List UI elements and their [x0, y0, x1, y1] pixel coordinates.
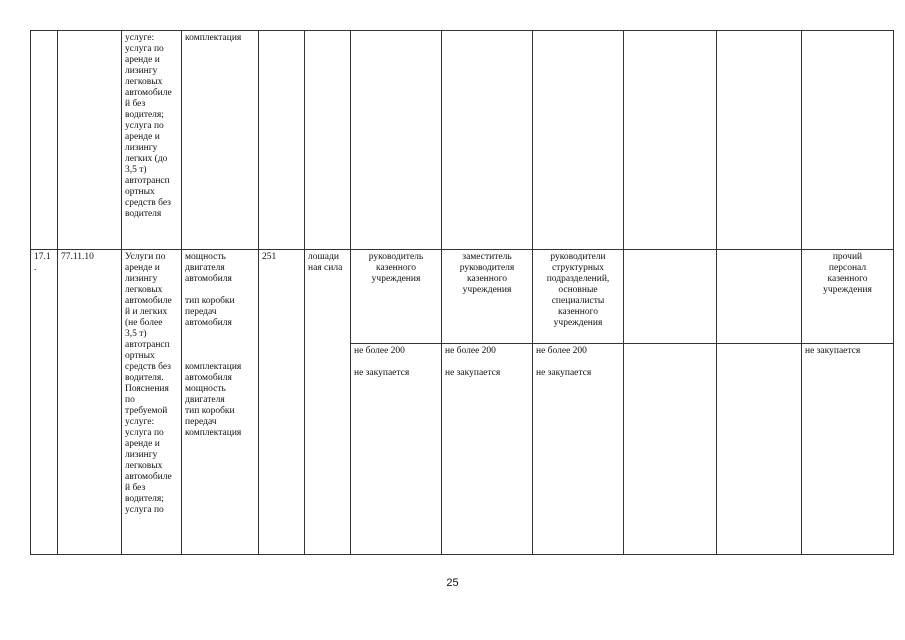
empty-cell [624, 344, 717, 555]
empty-cell [624, 250, 717, 344]
group-header-cell: руководители структурных подразделений, основные специалисты казенного учреждения [533, 250, 624, 344]
status-text: не закупается [805, 346, 861, 356]
value-cell [351, 344, 442, 555]
characteristic-text: тип коробки передач автомобиля [185, 296, 235, 328]
table-row [31, 250, 894, 344]
characteristic-cell [182, 250, 259, 344]
empty-cell [533, 31, 624, 250]
characteristic-text: автомобиля мощность двигателя тип коробки передач комплектация [185, 372, 242, 438]
table-row [31, 31, 894, 250]
row-number-cell [31, 31, 58, 250]
service-name-cell: услуге: услуга по аренде и лизингу легковых автомобиле й без водителя; услуга по аренде и лизингу легких (до 3,5 т) автотрансп ортных средств без водителя [122, 31, 182, 250]
limit-text: не более 200 [536, 346, 587, 356]
limit-text: не более 200 [354, 346, 405, 356]
empty-cell [351, 31, 442, 250]
specification-table [30, 30, 894, 555]
characteristic-cell: комплектация [182, 31, 259, 250]
okpd-code-cell [58, 31, 122, 250]
okei-code-cell: 251 [259, 250, 305, 555]
empty-cell [717, 344, 802, 555]
empty-cell [442, 31, 533, 250]
value-cell [802, 344, 894, 555]
status-text: не закупается [354, 368, 410, 378]
service-name-cell: Услуги по аренде и лизингу легковых автомобиле й и легких (не более 3,5 т) автотрансп ортных средств без водителя. Пояснения по требуемой услуге: услуга по аренде и лизингу легковых автомобиле й без водителя; услуга по [122, 250, 182, 555]
status-text: не закупается [536, 368, 592, 378]
empty-cell [259, 31, 305, 250]
characteristic-text: комплектация [185, 361, 242, 372]
empty-cell [624, 31, 717, 250]
unit-name-cell: лошади ная сила [305, 250, 351, 555]
okpd-code-cell: 77.11.10 [58, 250, 122, 555]
characteristic-text: мощность двигателя автомобиля [185, 252, 232, 284]
characteristic-cell [182, 344, 259, 555]
value-cell [533, 344, 624, 555]
empty-cell [802, 31, 894, 250]
group-header-cell: руководитель казенного учреждения [351, 250, 442, 344]
empty-cell [717, 31, 802, 250]
empty-cell [305, 31, 351, 250]
group-header-cell: заместитель руководителя казенного учреждения [442, 250, 533, 344]
page-number: 25 [446, 577, 459, 589]
status-text: не закупается [445, 368, 501, 378]
empty-cell [717, 250, 802, 344]
row-number-cell: 17.1 . [31, 250, 58, 555]
group-header-cell: прочий персонал казенного учреждения [802, 250, 894, 344]
limit-text: не более 200 [445, 346, 496, 356]
value-cell [442, 344, 533, 555]
